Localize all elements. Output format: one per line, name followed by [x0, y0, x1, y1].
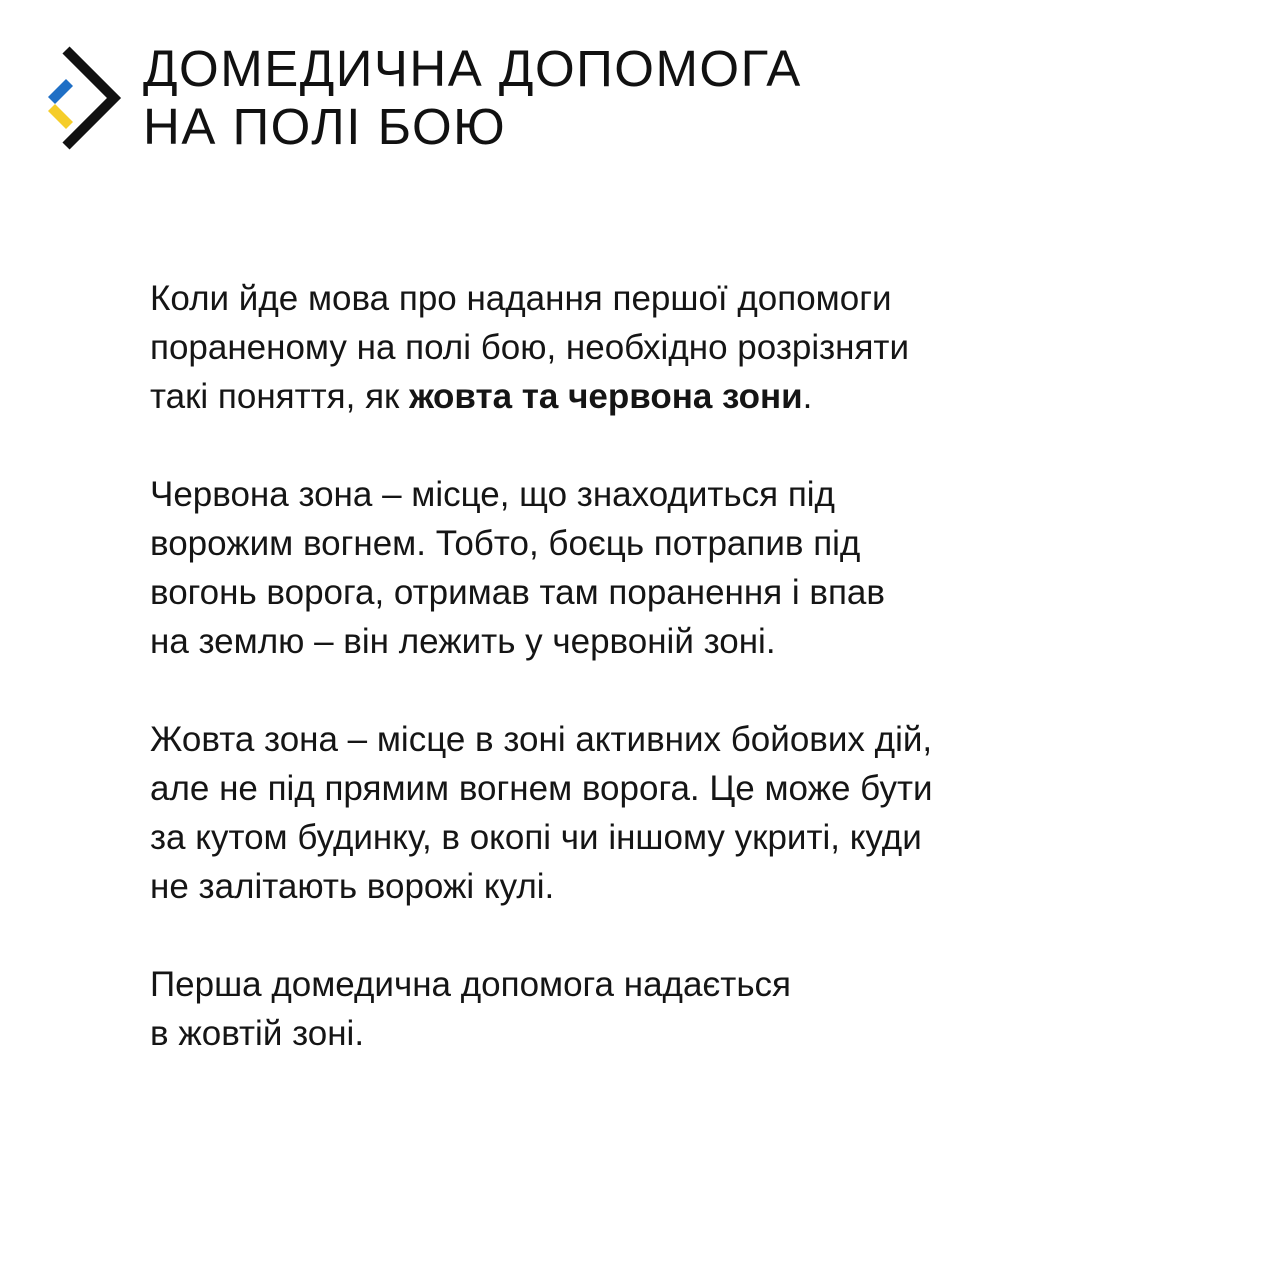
text-line: Червона зона – місце, що знаходиться під	[150, 475, 835, 514]
bold-zones-phrase: жовта та червона зони	[409, 377, 803, 416]
page-title-line-2: НА ПОЛІ БОЮ	[143, 98, 507, 155]
text-line: ворожим вогнем. Тобто, боєць потрапив під	[150, 524, 861, 563]
text-line: Перша домедична допомога надається	[150, 965, 792, 1004]
text-line: на землю – він лежить у червоній зоні.	[150, 622, 776, 661]
text-line: не залітають ворожі кулі.	[150, 867, 555, 906]
text-line: за кутом будинку, в окопі чи іншому укриті, куди	[150, 818, 922, 857]
logo-dark-chevron	[66, 50, 114, 146]
paragraph-yellow-zone	[150, 715, 1150, 911]
logo-blue-segment	[48, 79, 73, 104]
text-fragment: .	[802, 377, 813, 416]
paragraph-intro	[150, 274, 1150, 421]
paragraph-conclusion	[150, 960, 1150, 1058]
text-line: пораненому на полі бою, необхідно розрізняти	[150, 328, 910, 367]
text-line: Коли йде мова про надання першої допомоги	[150, 279, 892, 318]
logo-graphic	[44, 44, 124, 154]
text-line	[150, 372, 1150, 421]
paragraph-red-zone	[150, 470, 1150, 666]
main-content	[150, 274, 1150, 1058]
text-line: але не під прямим вогнем ворога. Це може бути	[150, 769, 933, 808]
text-line: вогонь ворога, отримав там поранення і впав	[150, 573, 885, 612]
page-title-line-1: ДОМЕДИЧНА ДОПОМОГА	[143, 40, 802, 97]
text-fragment: такі поняття, як	[150, 377, 410, 416]
text-line: в жовтій зоні.	[150, 1014, 365, 1053]
text-line: Жовта зона – місце в зоні активних бойових дій,	[150, 720, 933, 759]
chevron-logo-icon	[44, 44, 124, 154]
logo-yellow-segment	[48, 104, 73, 129]
page-title	[143, 40, 802, 156]
